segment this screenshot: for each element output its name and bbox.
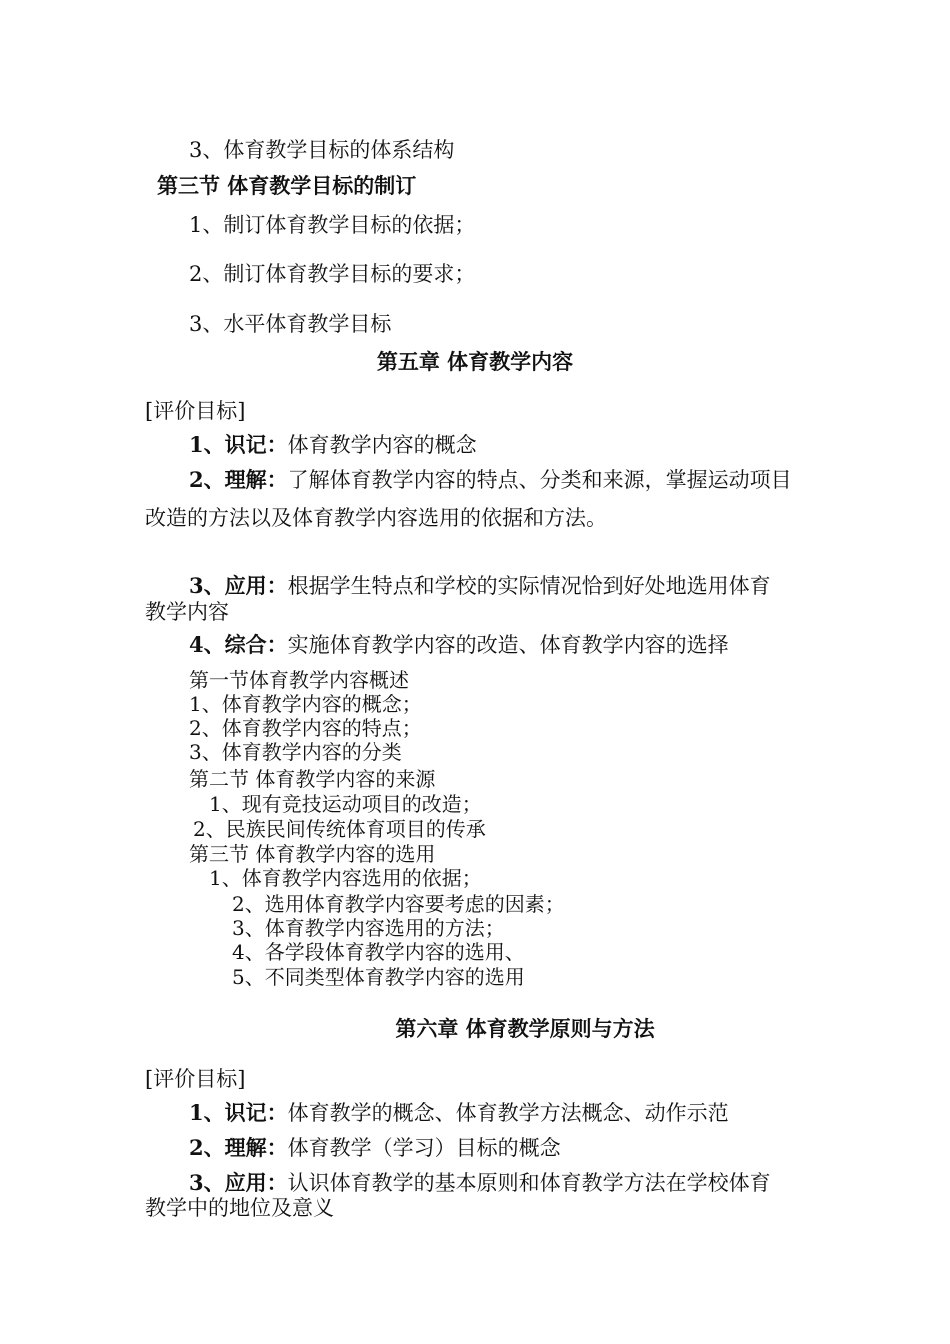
ch4-item-3: 3、体育教学目标的体系结构	[189, 138, 455, 162]
ch5-sec2-item-1: 1、现有竞技运动项目的改造；	[209, 792, 482, 816]
ch5-understand-text-1: 了解体育教学内容的特点、分类和来源，掌握运动项目	[287, 468, 792, 492]
ch5-synth-text: 实施体育教学内容的改造、体育教学内容的选择	[287, 633, 729, 657]
ch5-sec1-item-2: 2、体育教学内容的特点；	[189, 716, 422, 740]
ch5-understand-label: 2、理解：	[189, 467, 288, 492]
ch5-recall-text: 体育教学内容的概念	[287, 433, 477, 457]
ch6-recall-label: 1、识记：	[189, 1100, 288, 1125]
ch5-apply-text-2: 教学内容	[145, 600, 229, 624]
ch5-sec1-item-1: 1、体育教学内容的概念；	[189, 692, 422, 716]
ch6-apply-text-2: 教学中的地位及意义	[145, 1196, 334, 1220]
ch5-sec1-item-3: 3、体育教学内容的分类	[189, 740, 402, 764]
ch5-sec2-title: 第二节 体育教学内容的来源	[189, 767, 436, 791]
ch6-recall-text: 体育教学的概念、体育教学方法概念、动作示范	[287, 1101, 729, 1125]
ch6-understand-label: 2、理解：	[189, 1135, 288, 1160]
ch6-eval-heading: [评价目标]	[145, 1067, 246, 1091]
ch5-sec3-item-4: 4、各学段体育教学内容的选用、	[232, 940, 525, 964]
ch6-apply	[189, 1170, 771, 1196]
ch6-understand-text: 体育教学（学习）目标的概念	[287, 1136, 561, 1160]
ch5-sec3-item-1: 1、体育教学内容选用的依据；	[209, 866, 482, 890]
ch5-understand	[189, 467, 792, 493]
ch4-section3-item-2: 2、制订体育教学目标的要求；	[189, 262, 476, 286]
ch5-recall-label: 1、识记：	[189, 432, 288, 457]
ch5-sec3-item-3: 3、体育教学内容选用的方法；	[232, 916, 505, 940]
ch5-sec2-item-2: 2、民族民间传统体育项目的传承	[193, 817, 486, 841]
ch4-section3-item-1: 1、制订体育教学目标的依据；	[189, 213, 476, 237]
ch5-understand-text-2: 改造的方法以及体育教学内容选用的依据和方法。	[145, 506, 607, 530]
ch5-sec3-title: 第三节 体育教学内容的选用	[189, 842, 436, 866]
ch5-synth	[189, 632, 729, 658]
ch5-apply	[189, 573, 771, 599]
ch6-apply-label: 3、应用：	[189, 1170, 288, 1195]
ch5-apply-label: 3、应用：	[189, 573, 288, 598]
ch5-apply-text-1: 根据学生特点和学校的实际情况恰到好处地选用体育	[287, 574, 771, 598]
ch5-sec1-title: 第一节体育教学内容概述	[189, 668, 409, 692]
ch5-recall	[189, 432, 477, 458]
ch5-sec3-item-5: 5、不同类型体育教学内容的选用	[232, 965, 525, 989]
ch6-understand	[189, 1135, 561, 1161]
ch5-synth-label: 4、综合：	[189, 632, 288, 657]
ch6-recall	[189, 1100, 729, 1126]
ch5-eval-heading: [评价目标]	[145, 399, 246, 423]
ch4-section3-item-3: 3、水平体育教学目标	[189, 312, 392, 336]
ch6-title: 第六章 体育教学原则与方法	[395, 1017, 655, 1041]
ch4-section3-title: 第三节 体育教学目标的制订	[157, 174, 417, 198]
ch5-sec3-item-2: 2、选用体育教学内容要考虑的因素；	[232, 892, 565, 916]
ch6-apply-text-1: 认识体育教学的基本原则和体育教学方法在学校体育	[287, 1171, 771, 1195]
ch5-title: 第五章 体育教学内容	[376, 350, 574, 374]
